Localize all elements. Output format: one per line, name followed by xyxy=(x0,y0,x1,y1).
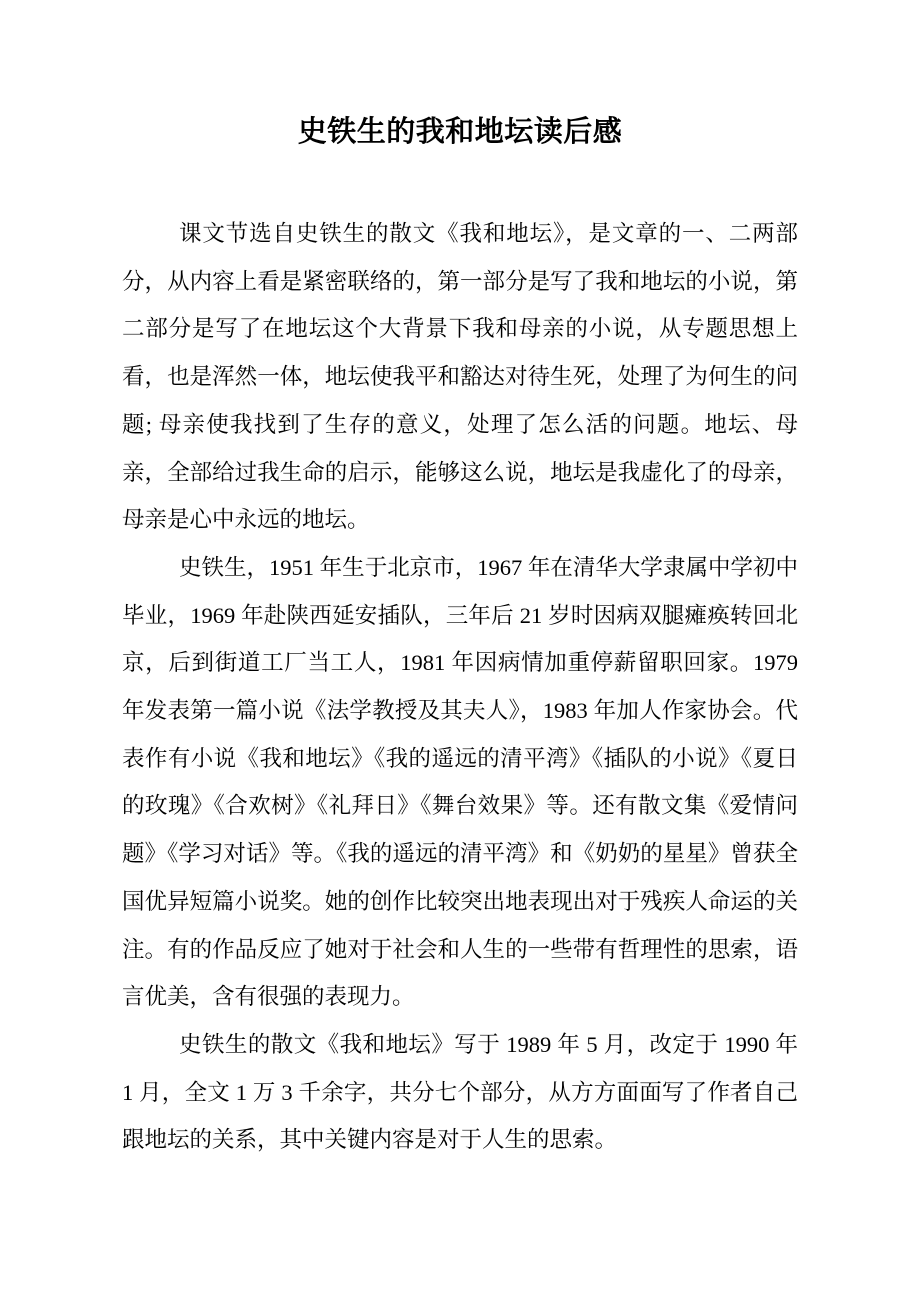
document-title: 史铁生的我和地坛读后感 xyxy=(297,116,623,148)
body-paragraph: 课文节选自史铁生的散文《我和地坛》，是文章的一、二两部分，从内容上看是紧密联络的，第一部分是写了我和地坛的小说，第二部分是写了在地坛这个大背景下我和母亲的小说，从专题思想上看，也是浑然一体，地坛使我平和豁达对待生死，处理了为何生的问题; 母亲使我找到了生存的意义，处理了怎么活的问题。地坛、母亲，全部给过我生命的启示，能够这么说，地坛是我虚化了的母亲，母亲是心中永远的地坛。 xyxy=(122,221,798,533)
document-body xyxy=(122,210,798,1164)
body-paragraph: 史铁生的散文《我和地坛》写于 1989 年 5 月，改定于 1990 年 1 月，全文 1 万 3 千余字，共分七个部分，从方方面面写了作者自己跟地坛的关系，其中关键内容是对于人生的思索。 xyxy=(122,1031,798,1153)
body-paragraph: 史铁生，1951 年生于北京市，1967 年在清华大学隶属中学初中毕业，1969 年赴陕西延安插队，三年后 21 岁时因病双腿瘫痪转回北京，后到街道工厂当工人，1981 年因病情加重停薪留职回家。1979 年发表第一篇小说《法学教授及其夫人》，1983 年加人作家协会。代表作有小说《我和地坛》《我的遥远的清平湾》《插队的小说》《夏日的玫瑰》《合欢树》《礼拜日》《舞台效果》等。还有散文集《爱情问题》《学习对话》等。《我的遥远的清平湾》和《奶奶的星星》曾获全国优异短篇小说奖。她的创作比较突出地表现出对于残疾人命运的关注。有的作品反应了她对于社会和人生的一些带有哲理性的思索，语言优美，含有很强的表现力。 xyxy=(122,554,798,1010)
